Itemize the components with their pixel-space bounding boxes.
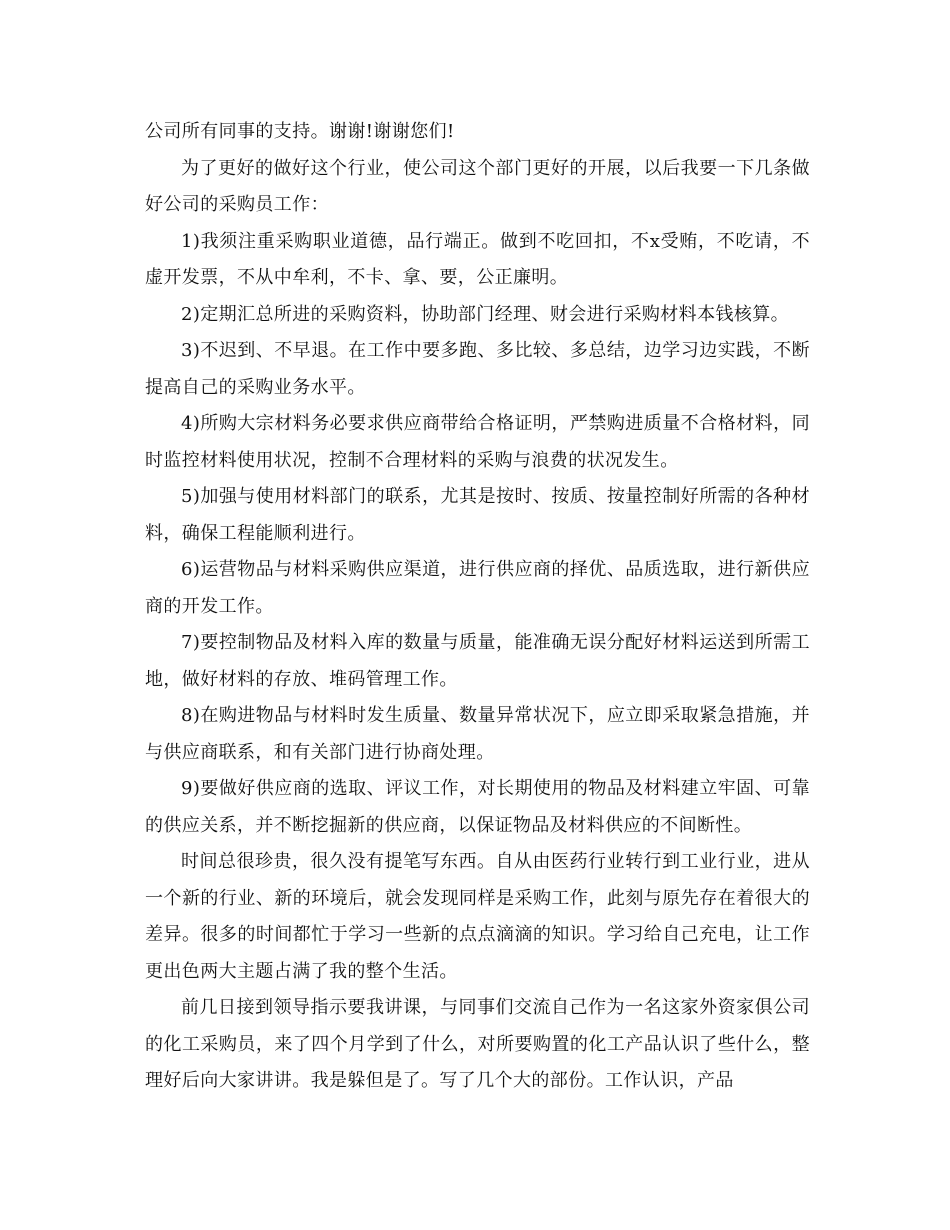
- paragraph-item-6: 6)运营物品与材料采购供应渠道，进行供应商的择优、品质选取，进行新供应商的开发工作。: [145, 559, 810, 617]
- document-body: [145, 114, 810, 1100]
- paragraph-item-8: 8)在购进物品与材料时发生质量、数量异常状况下，应立即采取紧急措施，并与供应商联系，和有关部门进行协商处理。: [145, 705, 810, 763]
- paragraph-reflection: 时间总很珍贵，很久没有提笔写东西。自从由医药行业转行到工业行业，进从一个新的行业、新的环境后，就会发现同样是采购工作，此刻与原先存在着很大的差异。很多的时间都忙于学习一些新的点点滴滴的知识。学习给自己充电，让工作更出色两大主题占满了我的整个生活。: [145, 851, 810, 982]
- paragraph-item-7: 7)要控制物品及材料入库的数量与质量，能准确无误分配好材料运送到所需工地，做好材料的存放、堆码管理工作。: [145, 632, 810, 690]
- paragraph-item-4: 4)所购大宗材料务必要求供应商带给合格证明，严禁购进质量不合格材料，同时监控材料使用状况，控制不合理材料的采购与浪费的状况发生。: [145, 413, 810, 471]
- paragraph-intro-plan: 为了更好的做好这个行业，使公司这个部门更好的开展，以后我要一下几条做好公司的采购员工作：: [145, 157, 810, 215]
- paragraph-item-5: 5)加强与使用材料部门的联系，尤其是按时、按质、按量控制好所需的各种材料，确保工程能顺利进行。: [145, 486, 810, 544]
- paragraph-item-9: 9)要做好供应商的选取、评议工作，对长期使用的物品及材料建立牢固、可靠的供应关系，并不断挖掘新的供应商，以保证物品及材料供应的不间断性。: [145, 778, 810, 836]
- paragraph-item-2: 2)定期汇总所进的采购资料，协助部门经理、财会进行采购材料本钱核算。: [181, 303, 790, 325]
- paragraph-item-1: 1)我须注重采购职业道德，品行端正。做到不吃回扣，不x受贿，不吃请，不虚开发票，不从中牟利，不卡、拿、要，公正廉明。: [145, 230, 810, 288]
- paragraph-lecture: 前几日接到领导指示要我讲课，与同事们交流自己作为一名这家外资家俱公司的化工采购员，来了四个月学到了什么，对所要购置的化工产品认识了些什么，整理好后向大家讲讲。我是躲但是了。写了几个大的部份。工作认识，产品: [145, 997, 810, 1091]
- paragraph-item-3: 3)不迟到、不早退。在工作中要多跑、多比较、多总结，边学习边实践，不断提高自己的采购业务水平。: [145, 340, 810, 398]
- paragraph-closing-thanks: 公司所有同事的支持。谢谢!谢谢您们!: [145, 121, 455, 142]
